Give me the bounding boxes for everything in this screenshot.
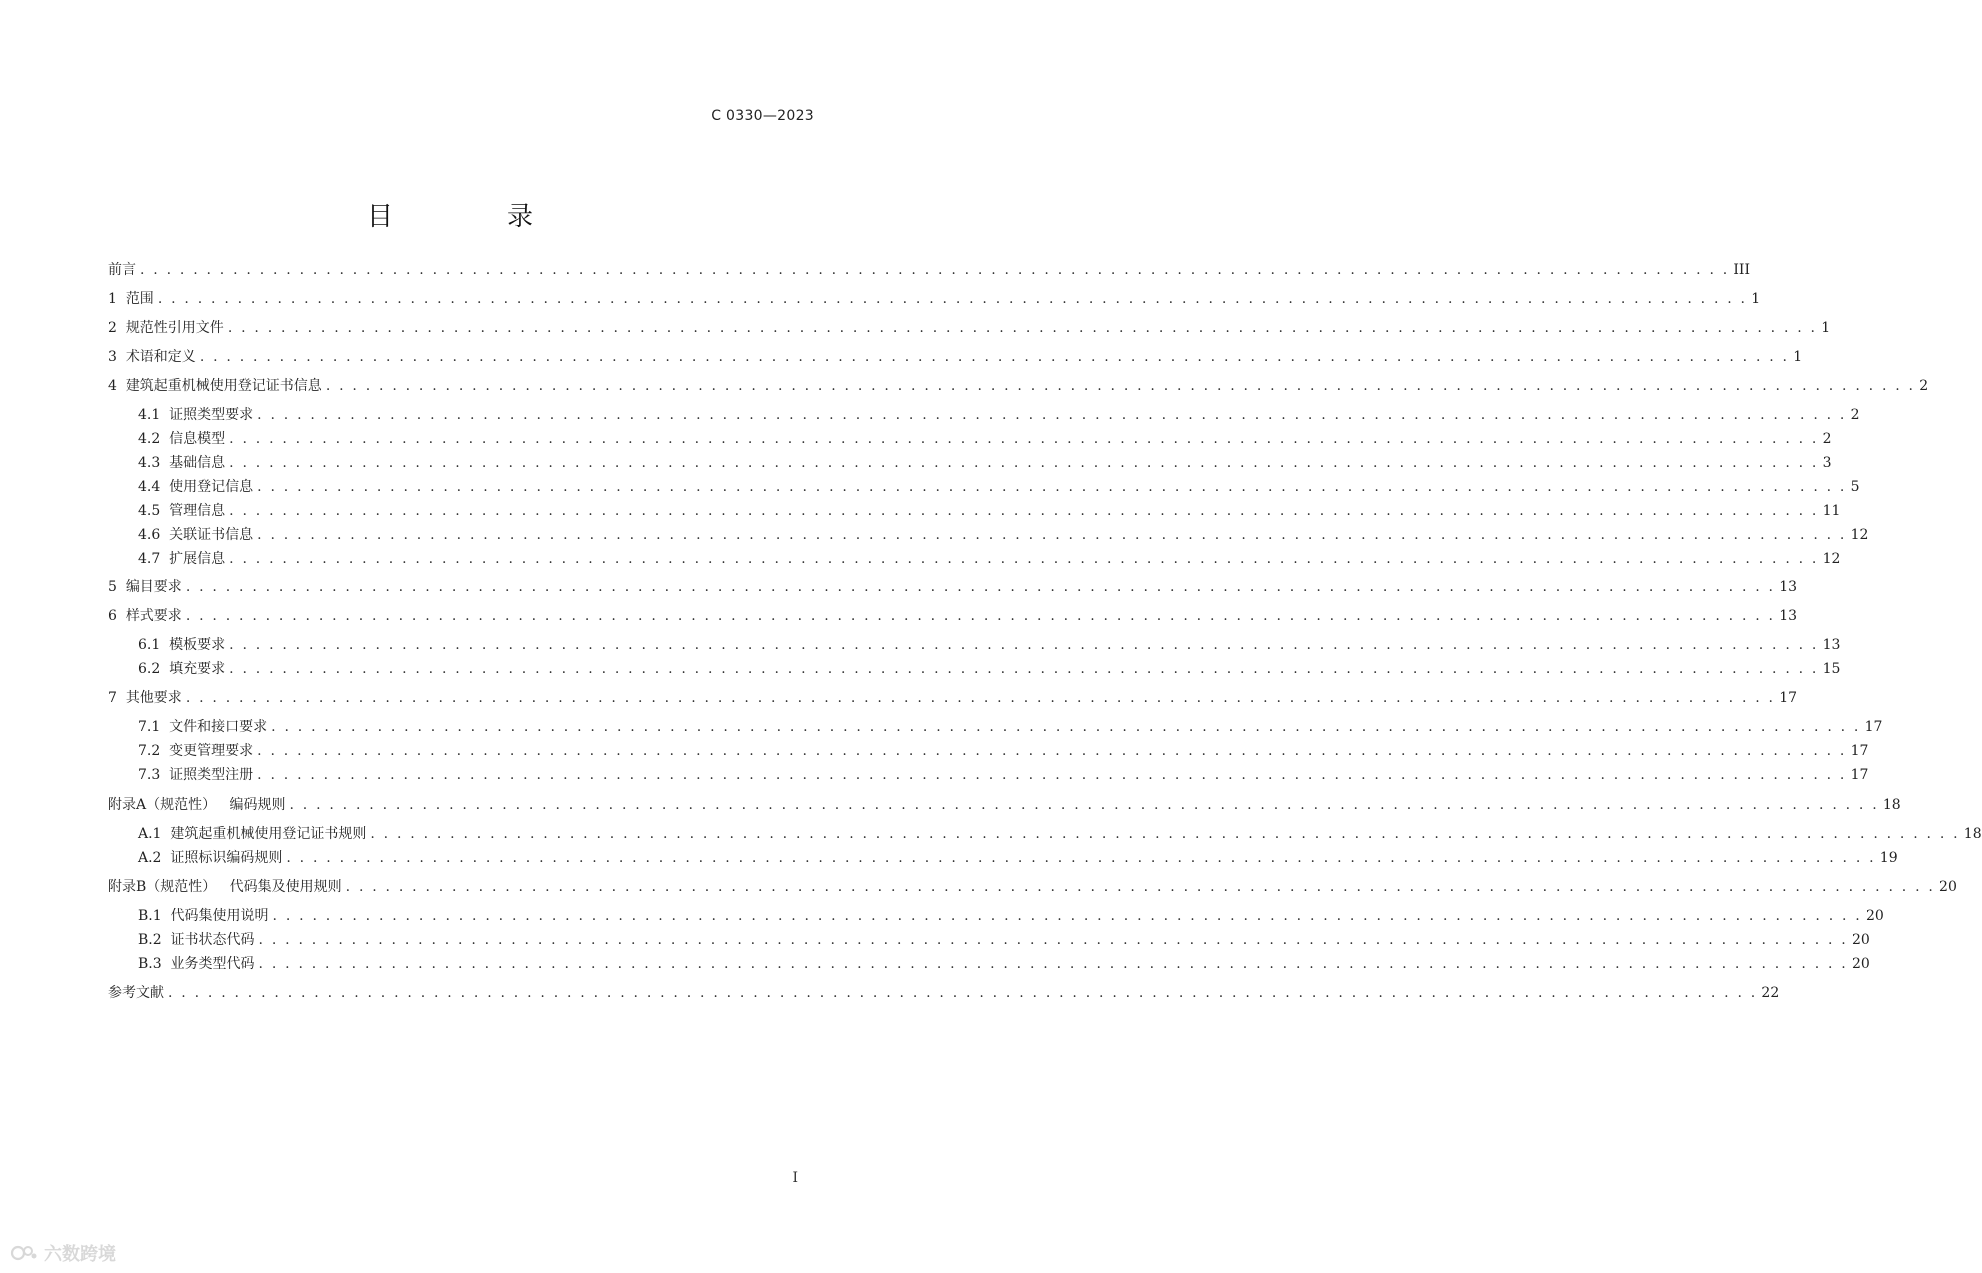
toc-entry-number: 4.2 [138,431,170,447]
toc-entry-number: A.2 [138,850,171,866]
toc-entry-label: 信息模型 [169,431,226,447]
toc-entry-page: 2 [1850,407,1860,423]
toc-entry-number: B.3 [138,956,171,972]
toc-entry-label: 建筑起重机械使用登记证书信息 [125,378,322,394]
toc-entry[interactable] [108,875,1957,899]
watermark [10,1238,116,1268]
toc-entry-label: 前言 [108,262,136,278]
toc-subentry[interactable] [138,928,1870,952]
toc-entry-page: 12 [1822,551,1841,567]
toc-entry-page: 13 [1779,579,1798,595]
dot-leader: . . . . . . . . . . . . . . . . . . . . . . . . . . . . . . . . . . . . . . . . . . . . . . . . . . . . . . . . . . . . . . . . . . . . . . . . . . . . . . . . . . . . . . . . . . . . . . . . . . . . . . . . . . . . . . . . . . . . . . . . [272,908,1862,924]
toc-subentry[interactable] [138,657,1841,681]
dot-leader: . . . . . . . . . . . . . . . . . . . . . . . . . . . . . . . . . . . . . . . . . . . . . . . . . . . . . . . . . . . . . . . . . . . . . . . . . . . . . . . . . . . . . . . . . . . . . . . . . . . . . . . . . . . . . . . . . . . . . . . . [168,985,1758,1001]
toc-entry-label: 建筑起重机械使用登记证书规则 [170,826,367,842]
toc-entry-label: 编目要求 [125,579,182,595]
toc-subentry[interactable] [138,952,1870,976]
toc-entry-page: 2 [1822,431,1832,447]
toc-entry-number: 3 [108,349,126,365]
toc-subentry[interactable] [138,403,1860,427]
toc-entry-label: 证照类型要求 [169,407,254,423]
toc-entry-number: 4.5 [138,503,170,519]
toc-entry[interactable] [108,981,1780,1005]
dot-leader: . . . . . . . . . . . . . . . . . . . . . . . . . . . . . . . . . . . . . . . . . . . . . . . . . . . . . . . . . . . . . . . . . . . . . . . . . . . . . . . . . . . . . . . . . . . . . . . . . . . . . . . . . . . . . . . . . . . . . . . . [345,879,1936,895]
toc-entry-page: 20 [1865,908,1884,924]
dot-leader: . . . . . . . . . . . . . . . . . . . . . . . . . . . . . . . . . . . . . . . . . . . . . . . . . . . . . . . . . . . . . . . . . . . . . . . . . . . . . . . . . . . . . . . . . . . . . . . . . . . . . . . . . . . . . . . . . . . . . . . . [185,579,1776,595]
toc-entry-page: 5 [1850,479,1860,495]
toc-entry-label: 证照类型注册 [169,767,254,783]
toc-subentry[interactable] [138,846,1898,870]
toc-subentry[interactable] [138,475,1860,499]
toc-entry-page: 2 [1919,378,1929,394]
watermark-text: 六数跨境 [44,1244,116,1265]
page-title: 目 录 [366,202,577,232]
toc-entry[interactable] [108,374,1929,398]
toc-entry-number: B.2 [138,932,171,948]
dot-leader: . . . . . . . . . . . . . . . . . . . . . . . . . . . . . . . . . . . . . . . . . . . . . . . . . . . . . . . . . . . . . . . . . . . . . . . . . . . . . . . . . . . . . . . . . . . . . . . . . . . . . . . . . . . . . . . . . . . . . . . . [325,378,1916,394]
toc-subentry[interactable] [138,451,1832,475]
toc-entry[interactable] [108,575,1798,599]
toc-entry[interactable] [108,793,1901,817]
toc-entry-number: 7.2 [138,743,170,759]
toc-entry[interactable] [108,316,1831,340]
toc-entry-page: 17 [1864,719,1883,735]
toc-entry-page: 17 [1779,690,1798,706]
toc-entry-label: 使用登记信息 [169,479,254,495]
toc-entry-label: 附录A（规范性） 编码规则 [108,797,286,813]
toc-subentry[interactable] [138,739,1869,763]
toc-entry-page: 17 [1850,767,1869,783]
toc-entry-number: B.1 [138,908,171,924]
toc-entry-label: 术语和定义 [125,349,196,365]
toc-entry-label: 基础信息 [169,455,226,471]
toc-entry-page: 12 [1850,527,1869,543]
toc-subentry[interactable] [138,547,1841,571]
toc-entry-page: 13 [1822,637,1841,653]
toc-entry-page: 11 [1822,503,1841,519]
toc-entry-label: 文件和接口要求 [169,719,268,735]
toc-entry-label: 样式要求 [125,608,182,624]
toc-entry-page: 3 [1822,455,1832,471]
toc-entry[interactable] [108,345,1803,369]
toc-subentry[interactable] [138,523,1869,547]
toc-entry-number: 4.3 [138,455,170,471]
toc-entry-page: 20 [1851,932,1870,948]
dot-leader: . . . . . . . . . . . . . . . . . . . . . . . . . . . . . . . . . . . . . . . . . . . . . . . . . . . . . . . . . . . . . . . . . . . . . . . . . . . . . . . . . . . . . . . . . . . . . . . . . . . . . . . . . . . . . . . . . . . . . . . . [157,291,1748,307]
dot-leader: . . . . . . . . . . . . . . . . . . . . . . . . . . . . . . . . . . . . . . . . . . . . . . . . . . . . . . . . . . . . . . . . . . . . . . . . . . . . . . . . . . . . . . . . . . . . . . . . . . . . . . . . . . . . . . . . . . . . . . . . [185,608,1776,624]
toc-entry-page: 18 [1882,797,1901,813]
toc-entry-page: 20 [1851,956,1870,972]
dot-leader: . . . . . . . . . . . . . . . . . . . . . . . . . . . . . . . . . . . . . . . . . . . . . . . . . . . . . . . . . . . . . . . . . . . . . . . . . . . . . . . . . . . . . . . . . . . . . . . . . . . . . . . . . . . . . . . . . . . . . . . . [271,719,1861,735]
toc-entry-number: 4 [108,378,126,394]
brand-logo-icon [10,1242,38,1264]
toc-entry-number: 7 [108,690,126,706]
toc-entry-label: 证书状态代码 [170,932,255,948]
toc-entry-number: 4.4 [138,479,170,495]
toc-entry-number: A.1 [138,826,171,842]
dot-leader: . . . . . . . . . . . . . . . . . . . . . . . . . . . . . . . . . . . . . . . . . . . . . . . . . . . . . . . . . . . . . . . . . . . . . . . . . . . . . . . . . . . . . . . . . . . . . . . . . . . . . . . . . . . . . . . . . . . . . . . . [289,797,1879,813]
dot-leader: . . . . . . . . . . . . . . . . . . . . . . . . . . . . . . . . . . . . . . . . . . . . . . . . . . . . . . . . . . . . . . . . . . . . . . . . . . . . . . . . . . . . . . . . . . . . . . . . . . . . . . . . . . . . . . . . . . . . . . . . [370,826,1960,842]
dot-leader: . . . . . . . . . . . . . . . . . . . . . . . . . . . . . . . . . . . . . . . . . . . . . . . . . . . . . . . . . . . . . . . . . . . . . . . . . . . . . . . . . . . . . . . . . . . . . . . . . . . . . . . . . . . . . . . . . . . . . . . . [229,661,1819,677]
dot-leader: . . . . . . . . . . . . . . . . . . . . . . . . . . . . . . . . . . . . . . . . . . . . . . . . . . . . . . . . . . . . . . . . . . . . . . . . . . . . . . . . . . . . . . . . . . . . . . . . . . . . . . . . . . . . . . . . . . . . . . . . [229,637,1819,653]
dot-leader: . . . . . . . . . . . . . . . . . . . . . . . . . . . . . . . . . . . . . . . . . . . . . . . . . . . . . . . . . . . . . . . . . . . . . . . . . . . . . . . . . . . . . . . . . . . . . . . . . . . . . . . . . . . . . . . . . . . . . . . . [229,455,1819,471]
dot-leader: . . . . . . . . . . . . . . . . . . . . . . . . . . . . . . . . . . . . . . . . . . . . . . . . . . . . . . . . . . . . . . . . . . . . . . . . . . . . . . . . . . . . . . . . . . . . . . . . . . . . . . . . . . . . . . . . . . . . . . . . [185,690,1776,706]
toc-entry-label: 管理信息 [169,503,226,519]
toc-entry-page: 18 [1963,826,1982,842]
toc-entry-number: 6.2 [138,661,170,677]
dot-leader: . . . . . . . . . . . . . . . . . . . . . . . . . . . . . . . . . . . . . . . . . . . . . . . . . . . . . . . . . . . . . . . . . . . . . . . . . . . . . . . . . . . . . . . . . . . . . . . . . . . . . . . . . . . . . . . . . . . . . . . . [229,551,1819,567]
toc-subentry[interactable] [138,499,1841,523]
toc-entry-label: 范围 [125,291,154,307]
toc-entry-number: 7.1 [138,719,170,735]
toc-subentry[interactable] [138,904,1884,928]
toc-subentry[interactable] [138,633,1841,657]
toc-entry-label: 规范性引用文件 [125,320,224,336]
document-code: C 0330—2023 [711,108,814,124]
toc-entry-page: 1 [1751,291,1761,307]
toc-entry-label: 业务类型代码 [170,956,255,972]
toc-entry[interactable] [108,604,1798,628]
dot-leader: . . . . . . . . . . . . . . . . . . . . . . . . . . . . . . . . . . . . . . . . . . . . . . . . . . . . . . . . . . . . . . . . . . . . . . . . . . . . . . . . . . . . . . . . . . . . . . . . . . . . . . . . . . . . . . . . . . . . . . . . [257,743,1847,759]
toc-entry-page: 22 [1761,985,1780,1001]
toc-entry-label: 变更管理要求 [169,743,254,759]
toc-entry-page: 13 [1779,608,1798,624]
toc-entry-number: 7.3 [138,767,170,783]
toc-entry-label: 关联证书信息 [169,527,254,543]
dot-leader: . . . . . . . . . . . . . . . . . . . . . . . . . . . . . . . . . . . . . . . . . . . . . . . . . . . . . . . . . . . . . . . . . . . . . . . . . . . . . . . . . . . . . . . . . . . . . . . . . . . . . . . . . . . . . . . . . . . . . . . . [199,349,1790,365]
dot-leader: . . . . . . . . . . . . . . . . . . . . . . . . . . . . . . . . . . . . . . . . . . . . . . . . . . . . . . . . . . . . . . . . . . . . . . . . . . . . . . . . . . . . . . . . . . . . . . . . . . . . . . . . . . . . . . . . . . . . . . . . [229,503,1819,519]
toc-entry-label: 附录B（规范性） 代码集及使用规则 [108,879,342,895]
dot-leader: . . . . . . . . . . . . . . . . . . . . . . . . . . . . . . . . . . . . . . . . . . . . . . . . . . . . . . . . . . . . . . . . . . . . . . . . . . . . . . . . . . . . . . . . . . . . . . . . . . . . . . . . . . . . . . . . . . . . . . . . [227,320,1818,336]
dot-leader: . . . . . . . . . . . . . . . . . . . . . . . . . . . . . . . . . . . . . . . . . . . . . . . . . . . . . . . . . . . . . . . . . . . . . . . . . . . . . . . . . . . . . . . . . . . . . . . . . . . . . . . . . . . . . . . . . . . . . . . . [258,956,1848,972]
dot-leader: . . . . . . . . . . . . . . . . . . . . . . . . . . . . . . . . . . . . . . . . . . . . . . . . . . . . . . . . . . . . . . . . . . . . . . . . . . . . . . . . . . . . . . . . . . . . . . . . . . . . . . . . . . . . . . . . . . . . . . . . [286,850,1876,866]
toc-entry-page: 20 [1939,879,1957,895]
toc-entry-number: 2 [108,320,126,336]
toc-entry-number: 4.7 [138,551,170,567]
toc-entry-number: 4.6 [138,527,170,543]
dot-leader: . . . . . . . . . . . . . . . . . . . . . . . . . . . . . . . . . . . . . . . . . . . . . . . . . . . . . . . . . . . . . . . . . . . . . . . . . . . . . . . . . . . . . . . . . . . . . . . . . . . . . . . . . . . . . . . . . . . . . . . . [229,431,1819,447]
toc-entry-page: 1 [1793,349,1803,365]
toc-entry-number: 1 [108,291,126,307]
page-number: I [792,1170,798,1186]
dot-leader: . . . . . . . . . . . . . . . . . . . . . . . . . . . . . . . . . . . . . . . . . . . . . . . . . . . . . . . . . . . . . . . . . . . . . . . . . . . . . . . . . . . . . . . . . . . . . . . . . . . . . . . . . . . . . . . . . . . . . . . . [257,527,1847,543]
toc-entry-label: 模板要求 [169,637,226,653]
toc-entry-page: 19 [1879,850,1898,866]
toc-entry-label: 填充要求 [169,661,226,677]
toc-entry[interactable] [108,258,1750,282]
toc-entry[interactable] [108,686,1798,710]
dot-leader: . . . . . . . . . . . . . . . . . . . . . . . . . . . . . . . . . . . . . . . . . . . . . . . . . . . . . . . . . . . . . . . . . . . . . . . . . . . . . . . . . . . . . . . . . . . . . . . . . . . . . . . . . . . . . . . . . . . . . . . . [257,767,1847,783]
dot-leader: . . . . . . . . . . . . . . . . . . . . . . . . . . . . . . . . . . . . . . . . . . . . . . . . . . . . . . . . . . . . . . . . . . . . . . . . . . . . . . . . . . . . . . . . . . . . . . . . . . . . . . . . . . . . . . . . . . . . . . . . [140,262,1730,278]
toc-entry-label: 参考文献 [108,985,164,1001]
toc-entry-label: 扩展信息 [169,551,226,567]
dot-leader: . . . . . . . . . . . . . . . . . . . . . . . . . . . . . . . . . . . . . . . . . . . . . . . . . . . . . . . . . . . . . . . . . . . . . . . . . . . . . . . . . . . . . . . . . . . . . . . . . . . . . . . . . . . . . . . . . . . . . . . . [257,407,1847,423]
toc-subentry[interactable] [138,763,1869,787]
toc-entry-page: III [1733,262,1750,278]
toc-entry-page: 17 [1850,743,1869,759]
dot-leader: . . . . . . . . . . . . . . . . . . . . . . . . . . . . . . . . . . . . . . . . . . . . . . . . . . . . . . . . . . . . . . . . . . . . . . . . . . . . . . . . . . . . . . . . . . . . . . . . . . . . . . . . . . . . . . . . . . . . . . . . [257,479,1847,495]
toc-entry-number: 4.1 [138,407,170,423]
toc-subentry[interactable] [138,427,1832,451]
toc-entry-page: 1 [1821,320,1831,336]
toc-entry-label: 证照标识编码规则 [170,850,283,866]
toc-entry[interactable] [108,287,1761,311]
toc-subentry[interactable] [138,715,1883,739]
toc-entry-number: 6.1 [138,637,170,653]
toc-entry-number: 6 [108,608,126,624]
toc-entry-label: 其他要求 [125,690,182,706]
dot-leader: . . . . . . . . . . . . . . . . . . . . . . . . . . . . . . . . . . . . . . . . . . . . . . . . . . . . . . . . . . . . . . . . . . . . . . . . . . . . . . . . . . . . . . . . . . . . . . . . . . . . . . . . . . . . . . . . . . . . . . . . [258,932,1848,948]
toc-entry-label: 代码集使用说明 [170,908,269,924]
toc-subentry[interactable] [138,822,1982,846]
toc-entry-number: 5 [108,579,126,595]
toc-entry-page: 15 [1822,661,1841,677]
